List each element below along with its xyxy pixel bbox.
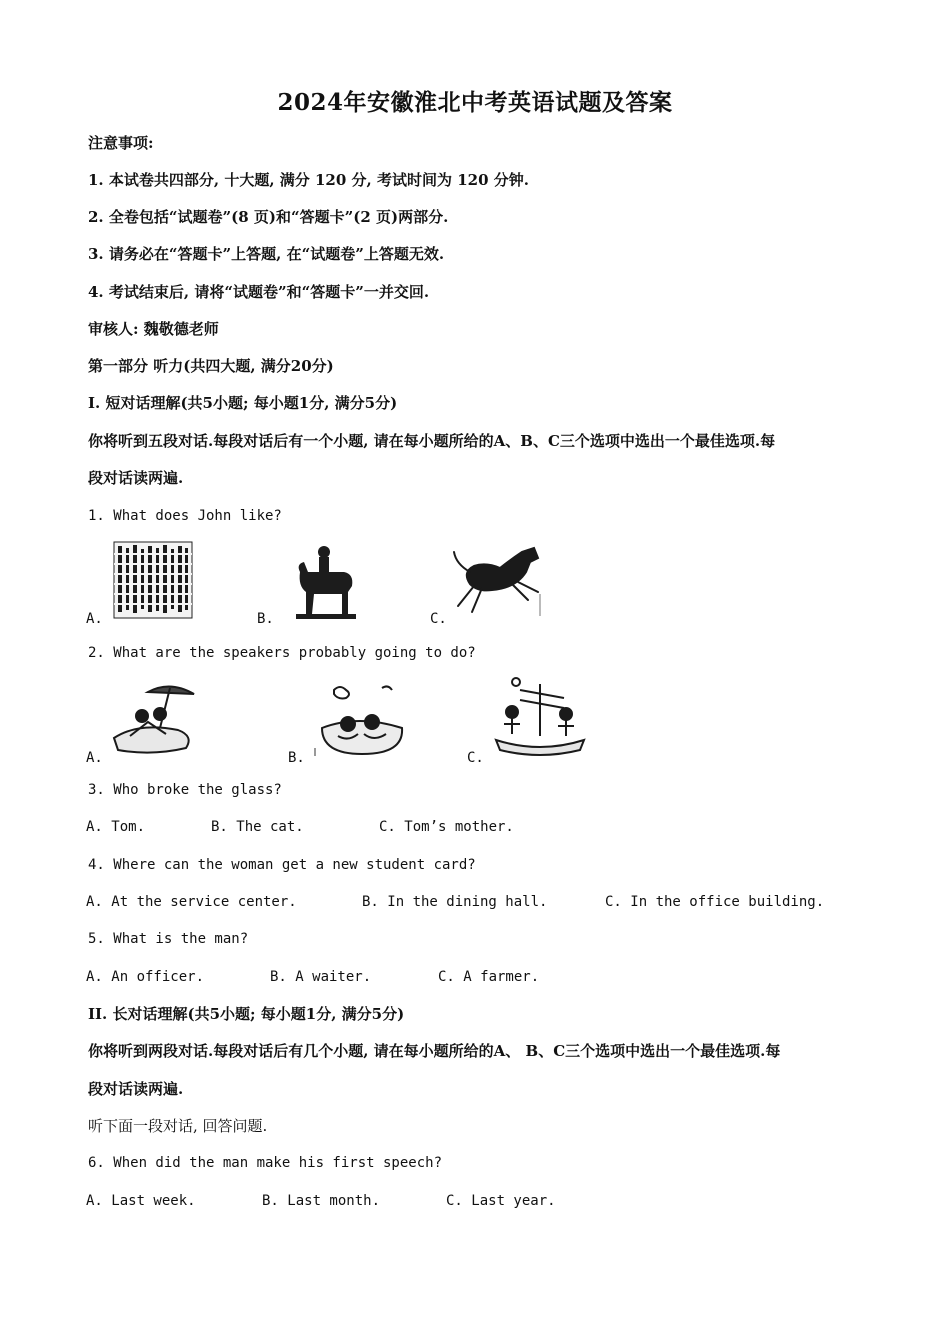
notice-heading: 注意事项: — [88, 134, 154, 152]
page-title: 2024年安徽淮北中考英语试题及答案 — [277, 89, 673, 116]
notice-item-3: 3. 请务必在“答题卡”上答题, 在“试题卷”上答题无效. — [88, 245, 445, 263]
question-1: 1. What does John like? — [88, 508, 282, 524]
q1-option-a-label: A. — [86, 611, 103, 627]
q4-option-a: A. At the service center. — [86, 894, 297, 910]
q5-option-b: B. A waiter. — [270, 969, 372, 985]
bronze-horse-rider-image-icon — [292, 542, 362, 622]
q6-option-b: B. Last month. — [262, 1193, 381, 1209]
q3-option-b: B. The cat. — [211, 819, 304, 835]
q6-option-c: C. Last year. — [446, 1193, 556, 1209]
galloping-horse-painting-icon — [452, 542, 547, 622]
q1-option-c-label: C. — [430, 611, 447, 627]
section-two-heading: II. 长对话理解(共5小题; 每小题1分, 满分5分) — [88, 1005, 405, 1023]
calligraphy-image-icon — [112, 540, 194, 620]
q3-option-c: C. Tom’s mother. — [379, 819, 514, 835]
q2-option-b-label: B. — [288, 750, 305, 766]
section-one-instruction-cont: 段对话读两遍. — [88, 469, 184, 487]
section-one-instruction: 你将听到五段对话.每段对话后有一个小题, 请在每小题所给的A、B、C三个选项中选出一个最佳选项.每 — [88, 432, 776, 450]
notice-item-4: 4. 考试结束后, 请将“试题卷”和“答题卡”一并交回. — [88, 283, 430, 301]
part-one-heading: 第一部分 听力(共四大题, 满分20分) — [88, 357, 334, 375]
kids-swimming-image-icon — [312, 684, 406, 760]
question-3: 3. Who broke the glass? — [88, 782, 282, 798]
q6-option-a: A. Last week. — [86, 1193, 196, 1209]
question-6: 6. When did the man make his first speech? — [88, 1155, 443, 1171]
section-two-instruction: 你将听到两段对话.每段对话后有几个小题, 请在每小题所给的A、 B、C三个选项中选出一个最佳选项.每 — [88, 1042, 781, 1060]
q5-option-c: C. A farmer. — [438, 969, 540, 985]
dialogue-intro: 听下面一段对话, 回答问题. — [88, 1117, 268, 1135]
q4-option-c: C. In the office building. — [605, 894, 825, 910]
q3-option-a: A. Tom. — [86, 819, 146, 835]
q2-option-c-label: C. — [467, 750, 484, 766]
volleyball-players-image-icon — [490, 670, 588, 758]
notice-item-2: 2. 全卷包括“试题卷”(8 页)和“答题卡”(2 页)两部分. — [88, 208, 449, 226]
question-5: 5. What is the man? — [88, 931, 249, 947]
reviewer-line: 审核人: 魏敬德老师 — [88, 320, 219, 338]
section-two-instruction-cont: 段对话读两遍. — [88, 1080, 184, 1098]
notice-item-1: 1. 本试卷共四部分, 十大题, 满分 120 分, 考试时间为 120 分钟. — [88, 171, 529, 189]
beach-umbrella-picnic-image-icon — [108, 678, 198, 758]
question-4: 4. Where can the woman get a new student card? — [88, 857, 476, 873]
q4-option-b: B. In the dining hall. — [362, 894, 548, 910]
section-one-heading: I. 短对话理解(共5小题; 每小题1分, 满分5分) — [88, 394, 398, 412]
question-2: 2. What are the speakers probably going to do? — [88, 645, 476, 661]
q2-option-a-label: A. — [86, 750, 103, 766]
q5-option-a: A. An officer. — [86, 969, 205, 985]
q1-option-b-label: B. — [257, 611, 274, 627]
